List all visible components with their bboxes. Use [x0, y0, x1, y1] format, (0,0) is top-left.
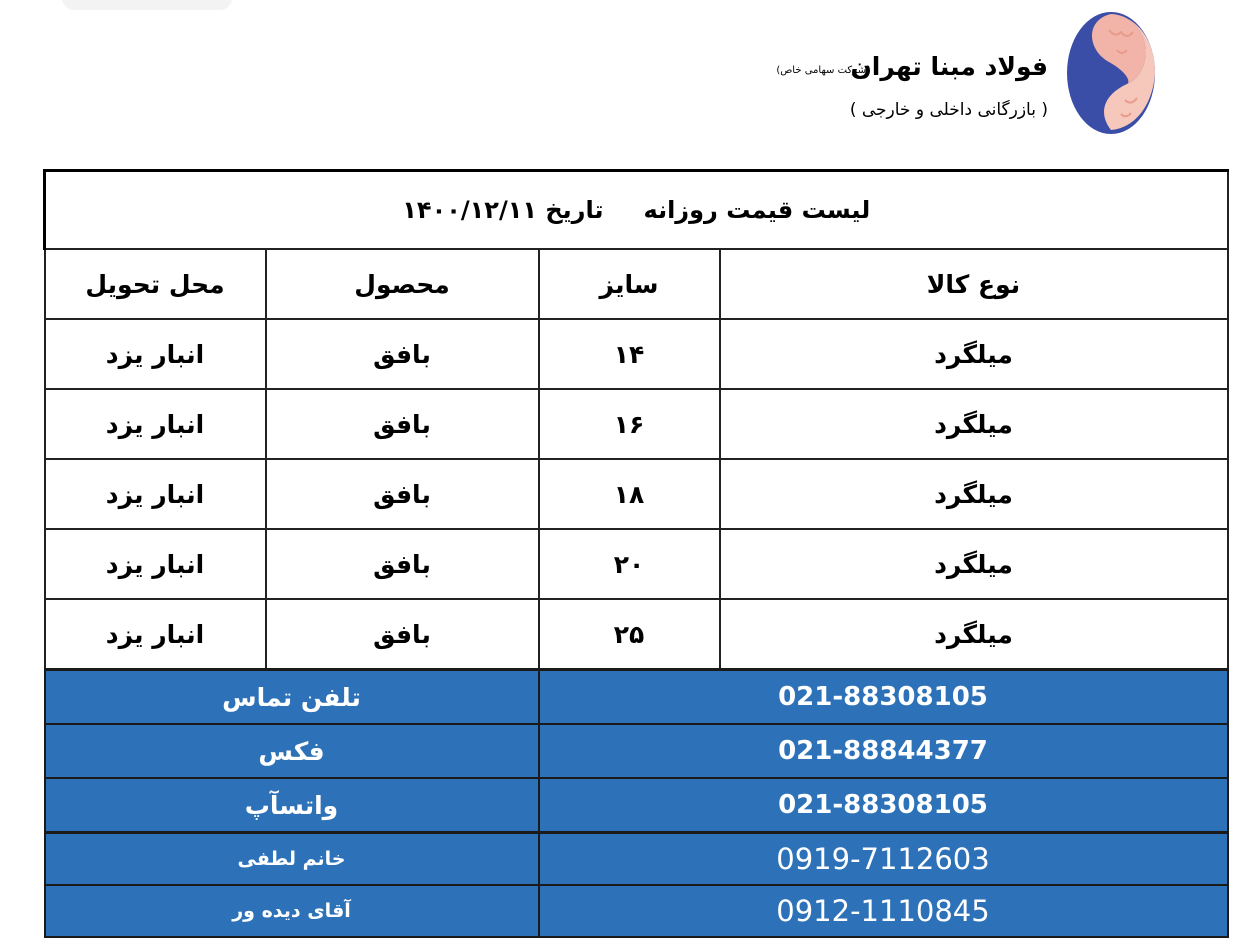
cell-product-type: میلگرد: [720, 389, 1228, 459]
column-header-product: محصول: [266, 249, 539, 319]
cell-size: ۱۶: [539, 389, 720, 459]
cell-product: بافق: [266, 389, 539, 459]
person-name: خانم لطفی: [45, 833, 539, 886]
company-note: (شرکت سهامی خاص): [776, 65, 870, 76]
cell-product: بافق: [266, 529, 539, 599]
top-decor-pill: [62, 0, 232, 10]
cell-delivery: انبار یزد: [45, 389, 266, 459]
cell-product-type: میلگرد: [720, 459, 1228, 529]
cell-size: ۱۸: [539, 459, 720, 529]
whatsapp-number[interactable]: 021-88308105: [539, 778, 1228, 833]
company-name: فولاد مبنا تهران: [850, 52, 1048, 81]
fax-label: فکس: [45, 724, 539, 778]
contact-row-phone: [45, 670, 1228, 725]
cell-product-type: میلگرد: [720, 529, 1228, 599]
table-date: تاریخ ۱۴۰۰/۱۲/۱۱: [402, 196, 604, 224]
table-header-row: [45, 249, 1228, 319]
cell-delivery: انبار یزد: [45, 529, 266, 599]
table-row: [45, 529, 1228, 599]
fax-number[interactable]: 021-88844377: [539, 724, 1228, 778]
column-header-size: سایز: [539, 249, 720, 319]
table-row: [45, 599, 1228, 670]
cell-product: بافق: [266, 319, 539, 389]
cell-product: بافق: [266, 599, 539, 670]
column-header-delivery: محل تحویل: [45, 249, 266, 319]
person-name: آقای دیده ور: [45, 885, 539, 937]
column-header-product-type: نوع کالا: [720, 249, 1228, 319]
price-list-sheet: [43, 169, 1226, 933]
cell-delivery: انبار یزد: [45, 459, 266, 529]
company-header: [776, 10, 1160, 140]
contact-row-person: [45, 833, 1228, 886]
cell-product: بافق: [266, 459, 539, 529]
contact-row-fax: [45, 724, 1228, 778]
cell-product-type: میلگرد: [720, 319, 1228, 389]
cell-delivery: انبار یزد: [45, 319, 266, 389]
whatsapp-label: واتسآپ: [45, 778, 539, 833]
phone-label: تلفن تماس: [45, 670, 539, 725]
company-subtitle: ( بازرگانی داخلی و خارجی ): [849, 100, 1048, 120]
contact-row-person: [45, 885, 1228, 937]
table-title-cell: [45, 171, 1228, 250]
cell-size: ۱۴: [539, 319, 720, 389]
table-row: [45, 319, 1228, 389]
cell-delivery: انبار یزد: [45, 599, 266, 670]
cell-size: ۲۰: [539, 529, 720, 599]
table-row: [45, 459, 1228, 529]
price-table: [43, 169, 1229, 938]
cell-size: ۲۵: [539, 599, 720, 670]
person-phone-number[interactable]: 0919-7112603: [539, 833, 1228, 886]
table-row: [45, 389, 1228, 459]
phone-number[interactable]: 021-88308105: [539, 670, 1228, 725]
table-title: لیست قیمت روزانه: [643, 196, 871, 224]
steel-company-logo-icon: [1065, 10, 1157, 136]
person-phone-number[interactable]: 0912-1110845: [539, 885, 1228, 937]
contact-row-whatsapp: [45, 778, 1228, 833]
cell-product-type: میلگرد: [720, 599, 1228, 670]
